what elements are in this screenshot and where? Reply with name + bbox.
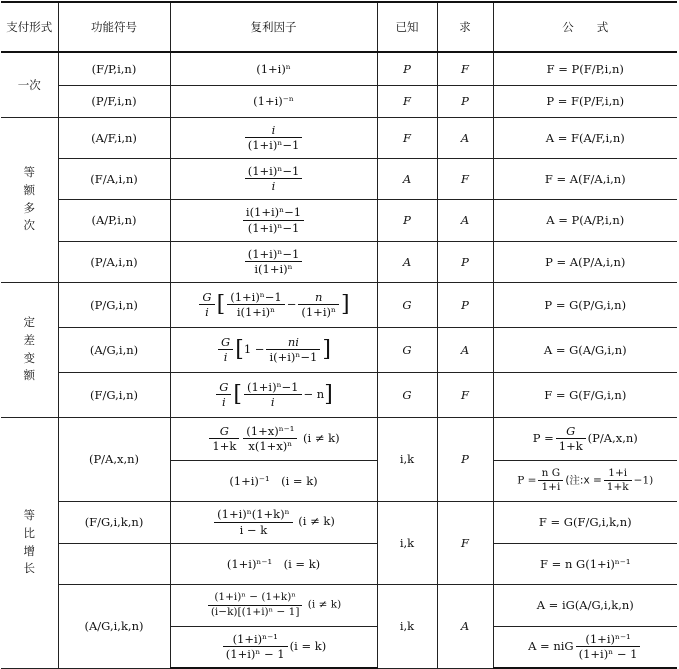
known-cell: i,k <box>377 501 437 584</box>
b-numerator: n <box>298 290 339 305</box>
symbol-cell: (F/G,i,k,n) <box>58 501 170 543</box>
note-denominator: 1+k <box>606 481 629 493</box>
formula-cell: F = A(F/A,i,n) <box>493 158 677 199</box>
tail-term: − n <box>303 386 325 401</box>
find-cell: A <box>437 117 493 158</box>
formula-tail: −1) <box>633 474 654 487</box>
header-symbol: 功能符号 <box>58 2 170 52</box>
find-cell: A <box>437 199 493 241</box>
symbol-cell: (A/F,i,n) <box>58 117 170 158</box>
symbol-cell: (A/G,i,n) <box>58 327 170 372</box>
g-denominator: i <box>205 305 209 319</box>
known-cell: F <box>377 85 437 117</box>
find-cell: P <box>437 417 493 501</box>
g-denominator: i <box>223 350 228 364</box>
table-row <box>1 117 677 158</box>
known-cell: G <box>377 327 437 372</box>
formula-lead: P = <box>517 474 537 487</box>
formula-cell: P = F(P/F,i,n) <box>493 85 677 117</box>
x-denominator: x(1+x)ⁿ <box>248 439 293 453</box>
header-form: 支付形式 <box>1 2 58 52</box>
minus-sign: − <box>286 296 297 311</box>
find-cell: P <box>437 241 493 282</box>
factor-numerator: (1+i)ⁿ−1 <box>245 247 303 262</box>
b-denominator: (1+i)ⁿ <box>301 305 336 319</box>
g-numerator: G <box>218 335 233 350</box>
b-numerator: ni <box>266 335 320 350</box>
condition-text: (i = k) <box>289 638 327 653</box>
symbol-cell: (A/G,i,k,n) <box>58 584 170 668</box>
table-row <box>1 417 677 460</box>
known-cell: G <box>377 372 437 417</box>
note-numerator: 1+i <box>604 467 632 481</box>
factor-numerator: (1+i)ⁿ − (1+k)ⁿ <box>208 591 303 605</box>
find-cell: P <box>437 282 493 327</box>
table-row <box>1 52 677 85</box>
x-numerator: (1+x)ⁿ⁻¹ <box>243 424 297 439</box>
right-bracket: ] <box>340 291 350 317</box>
table-row <box>1 85 677 117</box>
k-numerator: G <box>209 424 239 439</box>
group-uniform-label: 等额多次 <box>23 164 35 233</box>
formula-denominator: 1+i <box>541 481 561 493</box>
factor-cell: (1+i)ⁿ⁻¹ (i = k) <box>170 543 377 584</box>
table-row <box>1 199 677 241</box>
symbol-cell: (F/G,i,n) <box>58 372 170 417</box>
symbol-cell: (P/F,i,n) <box>58 85 170 117</box>
symbol-cell <box>58 543 170 584</box>
factor-denominator: (i−k)[(1+i)ⁿ − 1] <box>210 605 300 618</box>
formula-denominator: (1+i)ⁿ − 1 <box>578 647 638 662</box>
group-uniform <box>1 117 58 282</box>
find-cell: A <box>437 584 493 668</box>
symbol-cell: (P/A,i,n) <box>58 241 170 282</box>
formula-numerator: G <box>556 424 586 439</box>
known-cell: P <box>377 199 437 241</box>
formula-note: (注:x = <box>565 474 602 487</box>
formula-cell: F = G(F/G,i,n) <box>493 372 677 417</box>
g-denominator: i <box>221 395 226 409</box>
left-bracket: [ <box>216 291 226 317</box>
a-denominator: i <box>270 395 275 409</box>
known-cell: F <box>377 117 437 158</box>
condition-text: (i ≠ k) <box>298 514 335 528</box>
known-cell: A <box>377 241 437 282</box>
factor-numerator: (1+i)ⁿ⁻¹ <box>223 632 288 647</box>
table-row <box>1 584 677 626</box>
k-denominator: 1+k <box>212 439 237 453</box>
known-cell: P <box>377 52 437 85</box>
formula-cell: F = P(F/P,i,n) <box>493 52 677 85</box>
find-cell: F <box>437 52 493 85</box>
group-geometric <box>1 417 58 668</box>
factor-cell <box>170 117 377 158</box>
factor-denominator: (1+i)ⁿ−1 <box>247 138 300 152</box>
table-row <box>1 543 677 584</box>
formula-lead: A = niG <box>528 638 574 653</box>
known-cell: A <box>377 158 437 199</box>
factor-cell <box>170 241 377 282</box>
known-cell: G <box>377 282 437 327</box>
formula-denominator: 1+k <box>558 439 583 453</box>
formula-cell: P = G(P/G,i,n) <box>493 282 677 327</box>
table-row <box>1 501 677 543</box>
factor-cell <box>170 282 377 327</box>
factor-numerator: i <box>245 123 303 138</box>
factor-cell <box>170 501 377 543</box>
factor-numerator: (1+i)ⁿ−1 <box>245 164 303 179</box>
formula-cell <box>493 626 677 668</box>
formula-cell <box>493 417 677 460</box>
find-cell: F <box>437 158 493 199</box>
g-numerator: G <box>216 380 231 395</box>
table-row <box>1 327 677 372</box>
factor-denominator: (1+i)ⁿ−1 <box>247 220 300 235</box>
factor-cell: (1+i)ⁿ <box>170 52 377 85</box>
factor-cell <box>170 158 377 199</box>
factor-cell: (1+i)⁻¹ (i = k) <box>170 460 377 501</box>
left-bracket: [ <box>235 336 244 362</box>
factor-cell <box>170 626 377 668</box>
factor-denominator: i <box>271 179 276 193</box>
group-gradient <box>1 282 58 417</box>
factor-denominator: (1+i)ⁿ − 1 <box>225 647 285 662</box>
condition-text: (i ≠ k) <box>303 430 340 445</box>
header-known: 已知 <box>377 2 437 52</box>
symbol-cell: (A/P,i,n) <box>58 199 170 241</box>
formula-numerator: n G <box>538 467 563 481</box>
formula-cell: F = G(F/G,i,k,n) <box>493 501 677 543</box>
table-row <box>1 158 677 199</box>
symbol-cell: (P/G,i,n) <box>58 282 170 327</box>
formula-cell: A = G(A/G,i,n) <box>493 327 677 372</box>
find-cell: F <box>437 372 493 417</box>
condition-text: (i ≠ k) <box>307 599 342 611</box>
a-denominator: i(1+i)ⁿ <box>236 305 276 319</box>
find-cell: F <box>437 501 493 584</box>
formula-cell: P = A(P/A,i,n) <box>493 241 677 282</box>
g-numerator: G <box>199 290 214 305</box>
factor-numerator: (1+i)ⁿ(1+k)ⁿ <box>214 507 292 522</box>
known-cell: i,k <box>377 417 437 501</box>
group-single: 一次 <box>1 52 58 117</box>
factor-denominator: i − k <box>239 522 268 537</box>
table-row <box>1 241 677 282</box>
group-geometric-label: 等比增长 <box>23 507 35 576</box>
factor-cell <box>170 372 377 417</box>
lead-term: 1 − <box>243 341 265 356</box>
header-formula: 公 式 <box>493 2 677 52</box>
a-numerator: (1+i)ⁿ−1 <box>227 290 285 305</box>
factor-cell <box>170 584 377 626</box>
formula-cell <box>493 460 677 501</box>
right-bracket: ] <box>324 381 333 407</box>
symbol-cell: (F/A,i,n) <box>58 158 170 199</box>
factor-cell <box>170 199 377 241</box>
formula-cell: A = iG(A/G,i,k,n) <box>493 584 677 626</box>
factor-cell <box>170 417 377 460</box>
header-find: 求 <box>437 2 493 52</box>
right-bracket: ] <box>322 336 331 362</box>
a-numerator: (1+i)ⁿ−1 <box>244 380 302 395</box>
symbol-cell: (F/P,i,n) <box>58 52 170 85</box>
formula-tail: (P/A,x,n) <box>587 430 638 445</box>
header-factor: 复利因子 <box>170 2 377 52</box>
find-cell: A <box>437 327 493 372</box>
left-bracket: [ <box>233 381 242 407</box>
formula-numerator: (1+i)ⁿ⁻¹ <box>576 632 641 647</box>
factor-numerator: i(1+i)ⁿ−1 <box>243 205 304 220</box>
b-denominator: i(+i)ⁿ−1 <box>269 350 318 364</box>
factor-cell: (1+i)⁻ⁿ <box>170 85 377 117</box>
formula-lead: P = <box>532 430 554 445</box>
group-gradient-label: 定差变额 <box>23 314 35 383</box>
known-cell: i,k <box>377 584 437 668</box>
table-row <box>1 372 677 417</box>
formula-cell: F = n G(1+i)ⁿ⁻¹ <box>493 543 677 584</box>
factor-cell <box>170 327 377 372</box>
formula-cell: A = F(A/F,i,n) <box>493 117 677 158</box>
factor-denominator: i(1+i)ⁿ <box>254 262 293 276</box>
find-cell: P <box>437 85 493 117</box>
symbol-cell: (P/A,x,n) <box>58 417 170 501</box>
compound-interest-table <box>1 1 677 669</box>
table-row <box>1 282 677 327</box>
formula-cell: A = P(A/P,i,n) <box>493 199 677 241</box>
